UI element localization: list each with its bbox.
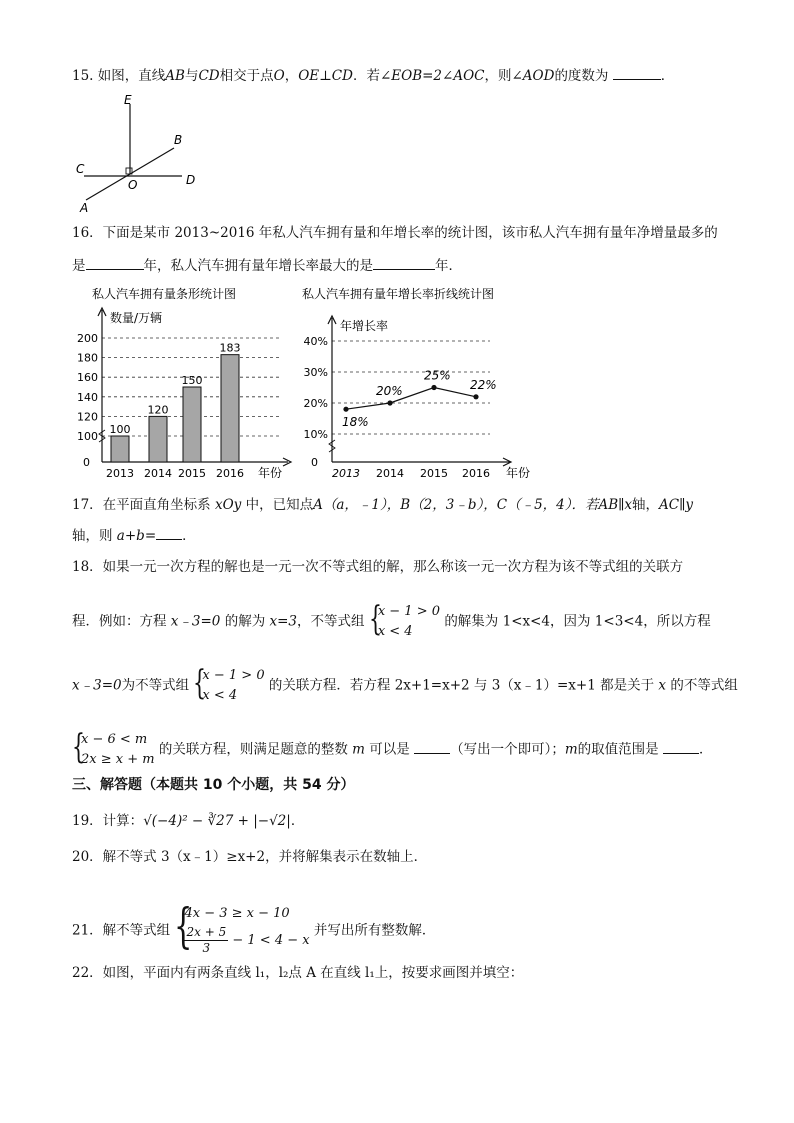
- line-value-label: 22%: [470, 377, 497, 392]
- label-e: E: [124, 93, 132, 107]
- line-chart-xlabel: 年份: [506, 466, 531, 480]
- line-point-2013: [343, 407, 348, 412]
- line-chart-zero-label: 0: [311, 456, 318, 469]
- q18-line1: 18．如果一元一次方程的解也是一元一次不等式组的解，那么称该一元一次方程为该不等式组的关联方: [72, 559, 684, 575]
- q21-text: 21．解不等式组 { 4x − 3 ≥ x − 10 $\frac{2x + 5}{3}$ − 1 < 4 − x 并写出所有整数解．: [72, 904, 435, 958]
- q22-text: 22．如图，平面内有两条直线 l₁，l₂点 A 在直线 l₁上，按要求画图并填空：: [72, 965, 524, 981]
- line-point-2015: [431, 385, 436, 390]
- q17-line2: 轴，则 a+b= ．: [72, 528, 196, 544]
- line-chart-xtick-label: 2013: [332, 467, 360, 480]
- line-point-2014: [387, 400, 392, 405]
- q16-line1: 16．下面是某市 2013~2016 年私人汽车拥有量和年增长率的统计图，该市私人汽车拥有量年净增量最多的: [72, 225, 718, 241]
- q18-system-1-repeat: { x − 1 > 0 x < 4: [193, 663, 265, 703]
- bar-value-label: 120: [147, 403, 169, 417]
- q18-system-2: { x − 6 < m 2x ≥ x + m: [72, 727, 155, 767]
- q16-line2: 是 年，私人汽车拥有量年增长率最大的是 年．: [72, 258, 462, 274]
- q15-answer-blank[interactable]: [613, 66, 661, 80]
- q17-answer-blank[interactable]: [156, 526, 182, 540]
- bar-value-label: 150: [181, 374, 203, 387]
- bar-value-label: 183: [219, 341, 241, 355]
- line-chart-ytick-label: 20%: [303, 397, 328, 410]
- bar-chart-ylabel: 数量/万辆: [110, 311, 163, 325]
- label-b: B: [174, 133, 183, 147]
- q18-line2: 程．例如：方程 x﹣3=0 的解为 x=3，不等式组 { x − 1 > 0 x < 4 的解集为 1<x<4，因为 1<3<4，所以方程: [72, 602, 711, 642]
- bar-chart-ytick-label: 180: [77, 351, 98, 365]
- label-c: C: [76, 162, 85, 176]
- q18-line4: { x − 6 < m 2x ≥ x + m 的关联方程，则满足题意的整数 m 可以是 （写出一个即可）；m的取值范围是 ．: [72, 730, 712, 770]
- bar-chart-ytick-label: 140: [77, 390, 98, 404]
- q15-figure: [70, 90, 210, 216]
- q18-system-1: { x − 1 > 0 x < 4: [368, 599, 441, 639]
- q18-line3: x﹣3=0为不等式组 { x − 1 > 0 x < 4 的关联方程．若方程 2x+1=x+2 与 3（x﹣1）=x+1 都是关于 x 的不等式组: [72, 666, 738, 706]
- bar-chart-zero-label: 0: [83, 456, 90, 469]
- bar-chart-xtick-label: 2015: [178, 467, 206, 480]
- line-value-label: 20%: [376, 384, 403, 398]
- line-value-label: 18%: [342, 415, 369, 430]
- bar-chart-ytick-label: 100: [77, 430, 98, 443]
- q20-text: 20．解不等式 3（x﹣1）≥x+2，并将解集表示在数轴上．: [72, 849, 428, 865]
- q18-blank-1[interactable]: [414, 740, 450, 754]
- line-chart-ylabel: 年增长率: [340, 319, 389, 333]
- q21-system: { 4x − 3 ≥ x − 10 $\frac{2x + 5}{3}$ − 1 < 4 − x: [174, 898, 310, 955]
- bar-chart-xlabel: 年份: [258, 466, 283, 480]
- label-o: O: [128, 178, 138, 192]
- line-chart-xtick-label: 2015: [420, 467, 448, 480]
- line-chart-ytick-label: 30%: [303, 366, 328, 379]
- line-chart-ytick-label: 40%: [303, 335, 328, 348]
- q16-blank-2[interactable]: [373, 256, 435, 270]
- bar-chart-xtick-label: 2016: [216, 467, 244, 480]
- line-chart-ytick-label: 10%: [303, 428, 328, 441]
- label-d: D: [186, 173, 196, 187]
- line-chart-xtick-label: 2014: [376, 467, 404, 480]
- q16-blank-1[interactable]: [86, 256, 144, 270]
- label-a: A: [80, 201, 89, 215]
- bar-2014: [149, 416, 167, 462]
- bar-chart-ytick-label: 200: [77, 332, 98, 345]
- bar-chart-ytick-label: 160: [77, 371, 98, 385]
- line-chart-title: 私人汽车拥有量年增长率折线统计图: [302, 287, 495, 301]
- line-chart-series-line: [346, 388, 476, 410]
- q18-blank-2[interactable]: [663, 740, 699, 754]
- bar-chart-title: 私人汽车拥有量条形统计图: [92, 287, 237, 301]
- line-chart: [296, 282, 556, 484]
- q17-line1: 17．在平面直角坐标系 xOy 中，已知点A（a，﹣1），B（2，3﹣b），C（﹣5，4）．若AB∥x轴，AC∥y: [72, 497, 693, 513]
- bar-chart-ytick-label: 120: [77, 410, 98, 424]
- section-3-heading: 三、解答题（本题共 10 个小题，共 54 分）: [72, 777, 355, 793]
- bar-chart-xtick-label: 2013: [106, 467, 134, 480]
- line-chart-xtick-label: 2016: [462, 467, 490, 480]
- line-point-2016: [473, 394, 478, 399]
- q15-text: 15. 如图，直线AB与CD相交于点O，OE⊥CD．若∠EOB=2∠AOC，则∠AOD的度数为 ．: [72, 68, 675, 84]
- line-value-label: 25%: [424, 368, 451, 383]
- bar-2013: [111, 436, 129, 462]
- bar-2016: [221, 355, 239, 462]
- bar-chart: [70, 282, 300, 484]
- q19-text: 19．计算：√(−4)² − ∛27 + |−√2|．: [72, 813, 305, 829]
- bar-chart-xtick-label: 2014: [144, 467, 172, 480]
- bar-value-label: 100: [109, 423, 131, 436]
- bar-2015: [183, 387, 201, 462]
